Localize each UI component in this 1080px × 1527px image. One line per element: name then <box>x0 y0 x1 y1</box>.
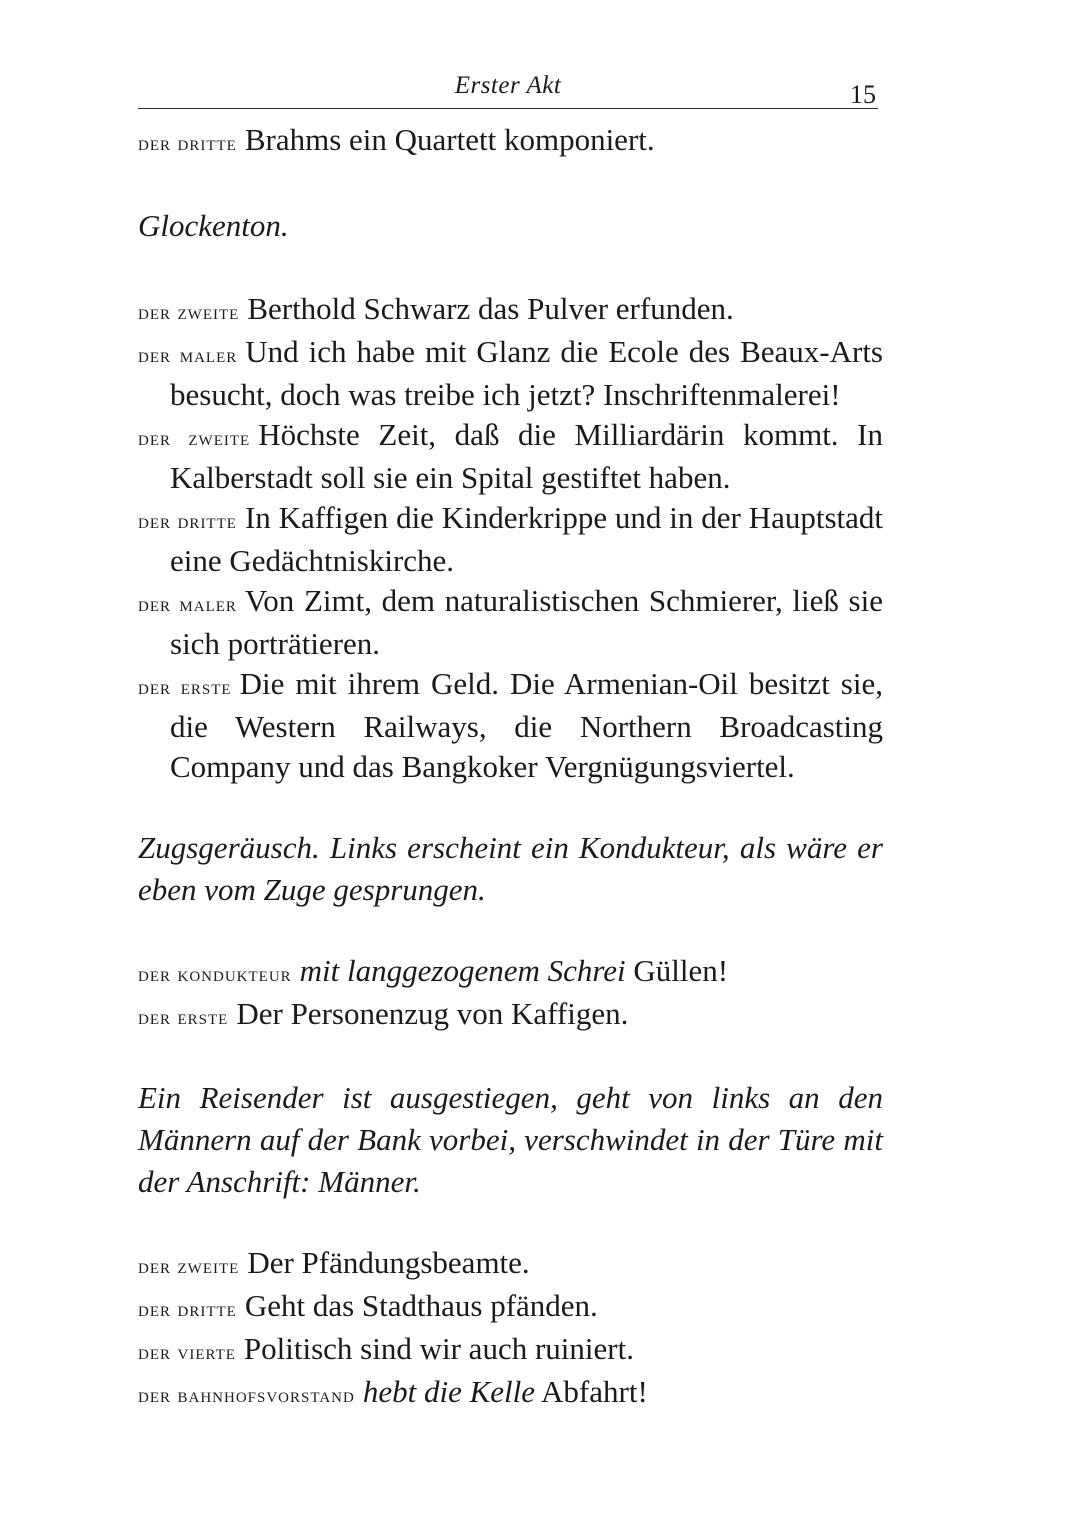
speech-text: Brahms ein Quartett komponiert. <box>244 122 655 157</box>
speech-text: Von Zimt, dem naturalistischen Schmierer, ließ sie sich porträtieren. <box>170 583 883 661</box>
running-header <box>138 72 878 109</box>
stage-direction: Glockenton. <box>138 208 289 243</box>
speaker-name: der zweite <box>138 1253 240 1278</box>
speech-text: Berthold Schwarz das Pulver erfunden. <box>247 291 734 326</box>
speaker-name: der erste <box>138 674 232 699</box>
speech-line <box>138 664 883 787</box>
speaker-name: der maler <box>138 342 238 367</box>
speaker-name: der dritte <box>138 508 237 533</box>
speech-line <box>138 1372 883 1415</box>
stage-direction: Zugsgeräusch. Links erscheint ein Kondukteur, als wäre er eben vom Zuge gesprungen. <box>138 830 883 907</box>
speech-text: Höchste Zeit, daß die Milliardärin kommt. In Kalberstadt soll sie ein Spital gestiftet haben. <box>170 417 884 495</box>
speech-line <box>138 1329 883 1372</box>
page-number: 15 <box>850 80 876 109</box>
speech-text: Die mit ihrem Geld. Die Armenian-Oil besitzt sie, die Western Railways, die Northern Broadcasting Company und das Bangkoker Vergnügungsviertel. <box>170 666 883 784</box>
speech-line <box>138 581 883 664</box>
running-title: Erster Akt <box>454 72 562 99</box>
spacer <box>138 247 883 289</box>
speech-text: In Kaffigen die Kinderkrippe und in der Hauptstadt eine Gedächtniskirche. <box>170 500 883 578</box>
speech-text: Politisch sind wir auch ruiniert. <box>243 1331 634 1366</box>
speech-text: Und ich habe mit Glanz die Ecole des Beaux-Arts besucht, doch was treibe ich jetzt? Inschriftenmalerei! <box>170 334 883 412</box>
inline-stage-direction: hebt die Kelle <box>362 1374 535 1409</box>
speaker-name: der kondukteur <box>138 961 292 986</box>
spacer <box>138 911 883 951</box>
speech-line <box>138 994 883 1037</box>
stage-direction: Ein Reisender ist ausgestiegen, geht von links an den Männern auf der Bank vorbei, verschwindet in der Türe mit der Anschrift: Männer. <box>138 1080 883 1199</box>
speech-line <box>138 498 883 581</box>
speaker-name: der dritte <box>138 1296 237 1321</box>
speech-text: Geht das Stadthaus pfänden. <box>244 1288 598 1323</box>
speaker-name: der dritte <box>138 130 237 155</box>
speech-line <box>138 1286 883 1329</box>
speech-line <box>138 415 883 498</box>
inline-stage-direction: mit langgezogenem Schrei <box>299 953 626 988</box>
speech-text: Der Personenzug von Kaffigen. <box>236 996 629 1031</box>
spacer <box>138 1203 883 1243</box>
spacer <box>138 787 883 827</box>
speaker-name: der vierte <box>138 1339 236 1364</box>
speaker-name: der erste <box>138 1004 229 1029</box>
speaker-name: der bahnhofsvorstand <box>138 1382 355 1407</box>
speech-line <box>138 951 883 994</box>
speech-line <box>138 120 883 163</box>
speaker-name: der zweite <box>138 425 251 450</box>
speech-text: Der Pfändungsbeamte. <box>247 1245 530 1280</box>
speaker-name: der maler <box>138 591 237 616</box>
spacer <box>138 1037 883 1077</box>
page-body <box>138 120 883 1415</box>
header-rule <box>138 108 878 109</box>
spacer <box>138 163 883 205</box>
speaker-name: der zweite <box>138 299 240 324</box>
speech-text: Abfahrt! <box>541 1374 648 1409</box>
speech-line <box>138 1243 883 1286</box>
speech-text: Güllen! <box>633 953 729 988</box>
speech-line <box>138 332 883 415</box>
speech-line <box>138 289 883 332</box>
